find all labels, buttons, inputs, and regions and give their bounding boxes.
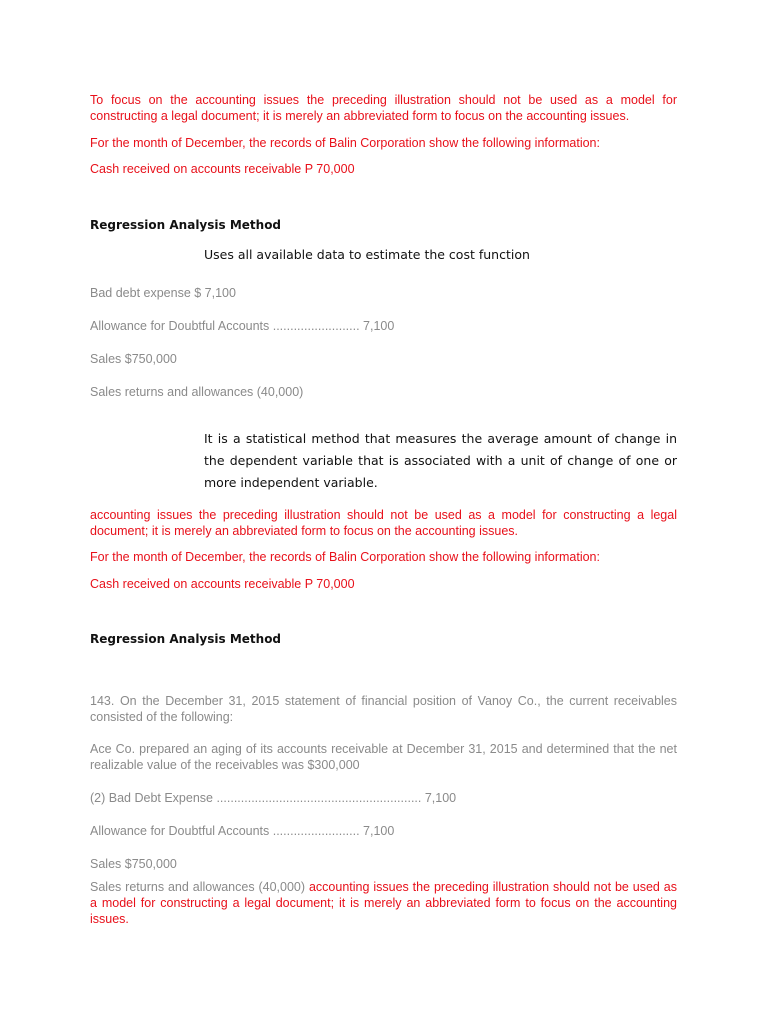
cash-received-line: Cash received on accounts receivable P 70,000 — [90, 162, 355, 176]
bad-debt-line: Bad debt expense $ 7,100 — [90, 286, 236, 300]
uses-data-line: Uses all available data to estimate the cost function — [204, 247, 530, 262]
question-143-paragraph: 143. On the December 31, 2015 statement of financial position of Vanoy Co., the current receivables consisted of the following: — [90, 694, 677, 724]
sales-line: Sales $750,000 — [90, 352, 177, 366]
accounting-issues-paragraph: accounting issues the preceding illustration should not be used as a model for constructing a legal document; it is merely an abbreviated form to focus on the accounting issues. — [90, 508, 677, 538]
balin-records-line: For the month of December, the records of Balin Corporation show the following information: — [90, 136, 600, 150]
final-red-text: accounting issues the preceding illustration should not be used as a model for constructing a legal document; it is merely an abbreviated form to focus on the accounting issues. — [90, 880, 677, 926]
allowance-line: Allowance for Doubtful Accounts ......................... 7,100 — [90, 319, 395, 333]
section-heading: Regression Analysis Method — [90, 218, 282, 232]
cash-received-line-2: Cash received on accounts receivable P 70,000 — [90, 577, 355, 591]
sales-returns-line: Sales returns and allowances (40,000) — [90, 385, 304, 399]
sales-returns-text: Sales returns and allowances (40,000) — [90, 880, 306, 894]
intro-paragraph: To focus on the accounting issues the preceding illustration should not be used as a model for constructing a legal document; it is merely an abbreviated form to focus on the accounting issues. — [90, 93, 677, 123]
ace-aging-paragraph: Ace Co. prepared an aging of its accounts receivable at December 31, 2015 and determined that the net realizable value of the receivables was $300,000 — [90, 742, 677, 772]
section-heading-2: Regression Analysis Method — [90, 632, 282, 646]
balin-records-line-2: For the month of December, the records of Balin Corporation show the following information: — [90, 550, 600, 564]
final-mixed-paragraph — [90, 879, 677, 927]
bad-debt-expense-line: (2) Bad Debt Expense ........................................................... 7,100 — [90, 791, 457, 805]
sales-line-2: Sales $750,000 — [90, 857, 177, 871]
statistical-method-paragraph: It is a statistical method that measures the average amount of change in the dependent variable that is associated with a unit of change of one or more independent variable. — [204, 431, 677, 490]
allowance-line-2: Allowance for Doubtful Accounts ......................... 7,100 — [90, 824, 395, 838]
